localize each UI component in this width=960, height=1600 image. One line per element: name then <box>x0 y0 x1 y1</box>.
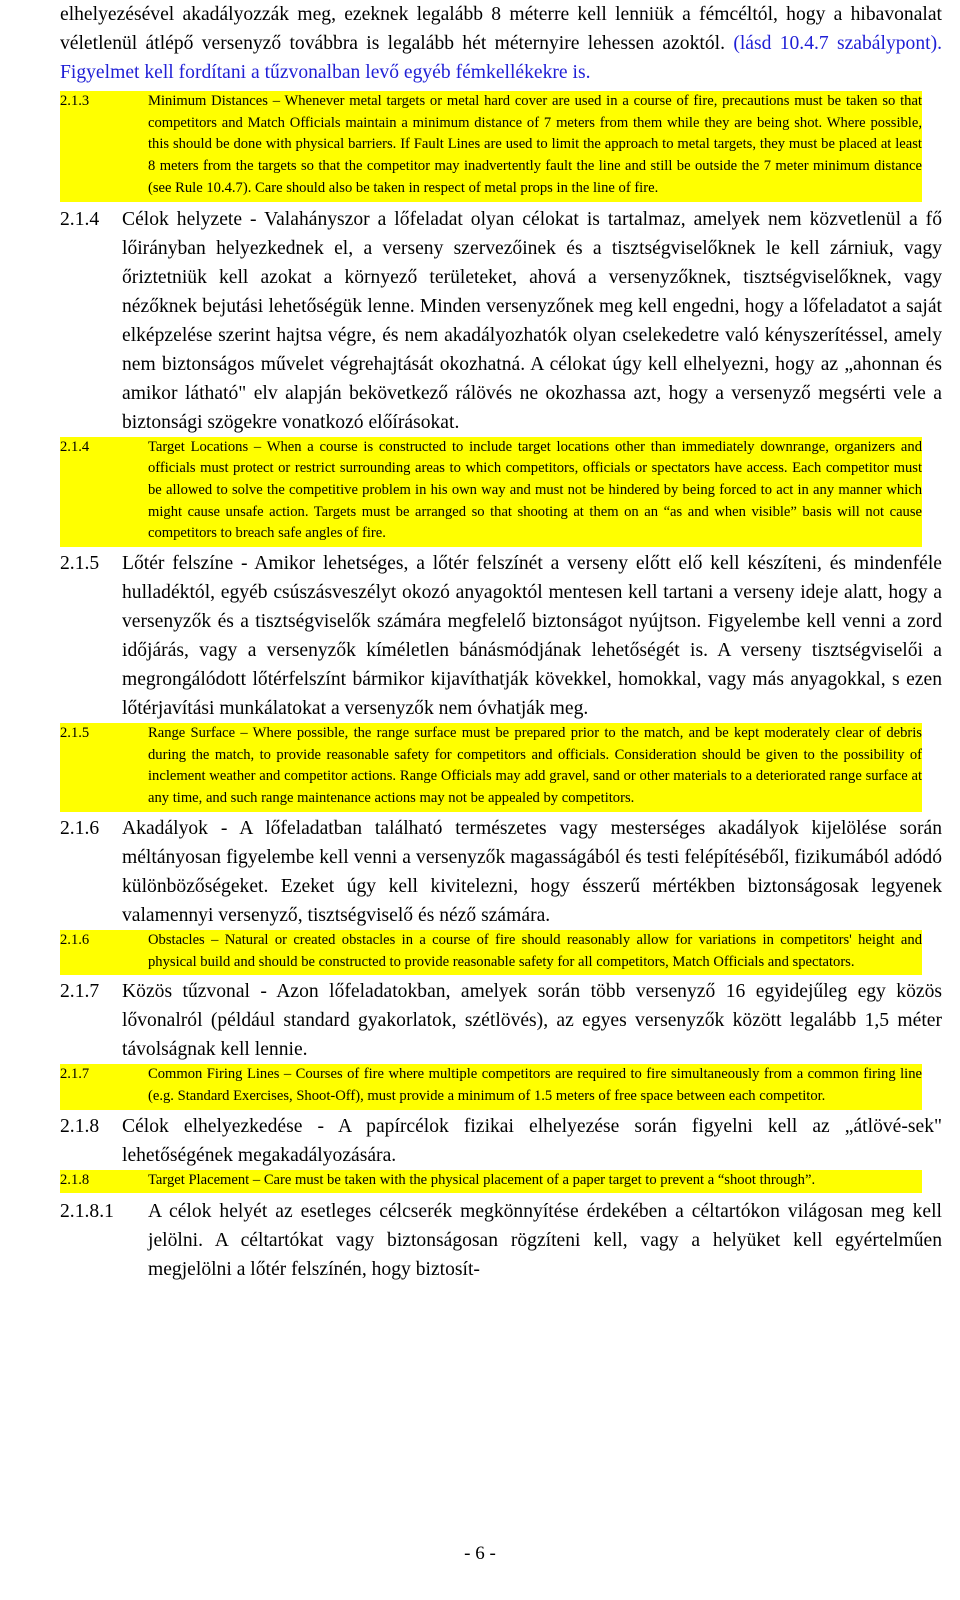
english-rule-number: 2.1.4 <box>60 438 90 455</box>
hungarian-rule-2-1-4 <box>60 205 942 437</box>
english-rule-2-1-5 <box>60 723 922 812</box>
hungarian-rule-text: Közös tűzvonal - Azon lőfeladatokban, amelyek során több versenyző 16 egyidejűleg egy közös lővonalról (például standard gyakorlatok, szétlövés), az egyes versenyzők között legalább 1,5 méter távolságnak kell lennie. <box>122 981 942 1061</box>
subsection-number: 2.1.8.1 <box>60 1201 114 1223</box>
hungarian-rule-2-1-5 <box>60 549 942 723</box>
intro-blue-text: (lásd 10.4.7 szabálypont). Figyelmet kell fordítani a tűzvonalban levő egyéb fémkellékekre is. <box>60 33 942 83</box>
hungarian-rule-2-1-6 <box>60 814 942 930</box>
hungarian-rule-number: 2.1.6 <box>60 817 100 839</box>
hungarian-rule-number: 2.1.4 <box>60 208 100 230</box>
page-number: - 6 - <box>464 1543 496 1564</box>
hungarian-rule-text: Célok helyzete - Valahányszor a lőfeladat olyan célokat is tartalmaz, amelyek nem közvetlenül a fő lőirányban helyezkednek el, a verseny szervezőinek és a tisztségviselőknek le kell zárniuk, vagy őriztetniük kell azokat a környező területeket, ahová a versenyzőknek, tisztségviselőknek, vagy nézőknek bejutási lehetőségük lenne. Minden versenyzőnek meg kell engedni, hogy a lőfeladatot a saját elképzelése szerint hajtsa végre, és nem akadályozhatók olyan cselekedetre való kényszerítéssel, amely nem biztonságos művelet végrehajtását okozhatná. A célokat úgy kell elhelyezni, hogy az „ahonnan és amikor látható" elv alapján bekövetkező rálövés ne okozhassa azt, hogy a versenyző megsérti vele a biztonsági szögekre vonatkozó előírásokat. <box>122 208 942 433</box>
hungarian-rule-2-1-8 <box>60 1112 942 1170</box>
english-rule-number: 2.1.5 <box>60 725 90 742</box>
document-page <box>60 0 942 1284</box>
english-rule-2-1-6 <box>60 930 922 975</box>
hungarian-rule-text: Lőtér felszíne - Amikor lehetséges, a lőtér felszínét a verseny előtt elő kell készíteni, és mindenféle hulladéktól, egyéb csúszásveszélyt okozó anyagoktól mentesen kell tartani a verseny ideje alatt, hogy a versenyzők és a tisztségviselők számára megfelelő biztonságot nyújtson. Figyelembe kell venni a zord időjárás, vagy a versenyzők kíméletlen bánásmódjának lehetőségét is. A verseny tisztségviselői a megrongálódott lőtérfelszínt bármikor kijavíthatják kövekkel, homokkal, vagy más anyagokkal, s ezen lőtérjavítási munkálatokat a versenyzők nem óvhatják meg. <box>122 553 942 720</box>
english-rule-text: Minimum Distances – Whenever metal targets or metal hard cover are used in a course of fire, precautions must be taken so that competitors and Match Officials maintain a minimum distance of 7 meters from them while they are being shot. Where possible, this should be done with physical barriers. If Fault Lines are used to limit the approach to metal targets, they must be placed at least 8 meters from the targets so that the competitor may inadvertently fault the line and still be outside the 7 meter minimum distance (see Rule 10.4.7). Care should also be taken in respect of metal props in the line of fire. <box>148 93 922 196</box>
hungarian-rule-2-1-8-1 <box>60 1197 942 1284</box>
hungarian-rule-2-1-7 <box>60 977 942 1064</box>
english-rule-number: 2.1.8 <box>60 1171 90 1188</box>
hungarian-rule-number: 2.1.8 <box>60 1115 100 1137</box>
english-rule-text: Target Placement – Care must be taken with the physical placement of a paper target to prevent a “shoot through”. <box>148 1171 816 1188</box>
english-rule-number: 2.1.3 <box>60 93 90 109</box>
hungarian-rule-text: Akadályok - A lőfeladatban található természetes vagy mesterséges akadályok kijelölése során méltányosan figyelembe kell venni a versenyzők magasságából és testi felépítéséből, fizikumából adódó különbözőségeket. Ezeket úgy kell kivitelezni, hogy ésszerű mértékben biztonságosak legyenek valamennyi versenyző, tisztségviselő és néző számára. <box>122 817 942 926</box>
intro-paragraph <box>60 0 942 87</box>
english-rule-2-1-7 <box>60 1064 922 1109</box>
subsection-text: A célok helyét az esetleges célcserék megkönnyítése érdekében a céltartókon világosan meg kell jelölni. A céltartókat vagy biztonságosan rögzíteni kell, vagy a helyüket kell egyértelműen megjelölni a lőtér felszínén, hogy biztosít- <box>148 1201 942 1281</box>
hungarian-rule-number: 2.1.7 <box>60 981 100 1003</box>
english-rule-text: Range Surface – Where possible, the range surface must be prepared prior to the match, and be kept moderately clear of debris during the match, to provide reasonable safety for competitors and officials. Consideration should be given to the possibility of inclement weather and competitor actions. Range Officials may add gravel, sand or other materials to a deteriorated range surface at any time, and such range maintenance actions may not be appealed by competitors. <box>148 725 922 807</box>
english-rule-2-1-8 <box>60 1170 922 1194</box>
intro-text: elhelyezésével akadályozzák meg, ezeknek legalább 8 méterre kell lenniük a fémcéltól, hogy a hibavonalat véletlenül átlépő versenyző továbbra is legalább hét méternyire lehessen azoktól. <box>60 4 942 54</box>
english-rule-text: Common Firing Lines – Courses of fire where multiple competitors are required to fire simultaneously from a common firing line (e.g. Standard Exercises, Shoot-Off), must provide a minimum of 1.5 meters of free space between each competitor. <box>148 1066 922 1104</box>
hungarian-rule-text: Célok elhelyezkedése - A papírcélok fizikai elhelyezése során figyelni kell az „átlövé-sek" lehetőségének megakadályozására. <box>122 1115 942 1166</box>
english-rule-text: Obstacles – Natural or created obstacles in a course of fire should reasonably allow for variations in competitors' height and physical build and should be constructed to provide reasonable safety for all competitors, Match Officials and spectators. <box>148 931 922 970</box>
english-rule-number: 2.1.7 <box>60 1066 90 1083</box>
english-rule-number: 2.1.6 <box>60 931 90 948</box>
hungarian-rule-number: 2.1.5 <box>60 553 100 575</box>
english-rule-2-1-4 <box>60 437 922 548</box>
english-rule-text: Target Locations – When a course is constructed to include target locations other than immediately downrange, organizers and officials must protect or restrict surrounding areas to which competitors, officials or spectators have access. Each competitor must be allowed to solve the competitive problem in his own way and must not be hindered by being forced to act in any manner which might cause unsafe action. Targets must be arranged so that shooting at them on an “as and when visible” basis will not cause competitors to breach safe angles of fire. <box>148 438 922 542</box>
english-rule-2-1-3 <box>60 91 922 202</box>
